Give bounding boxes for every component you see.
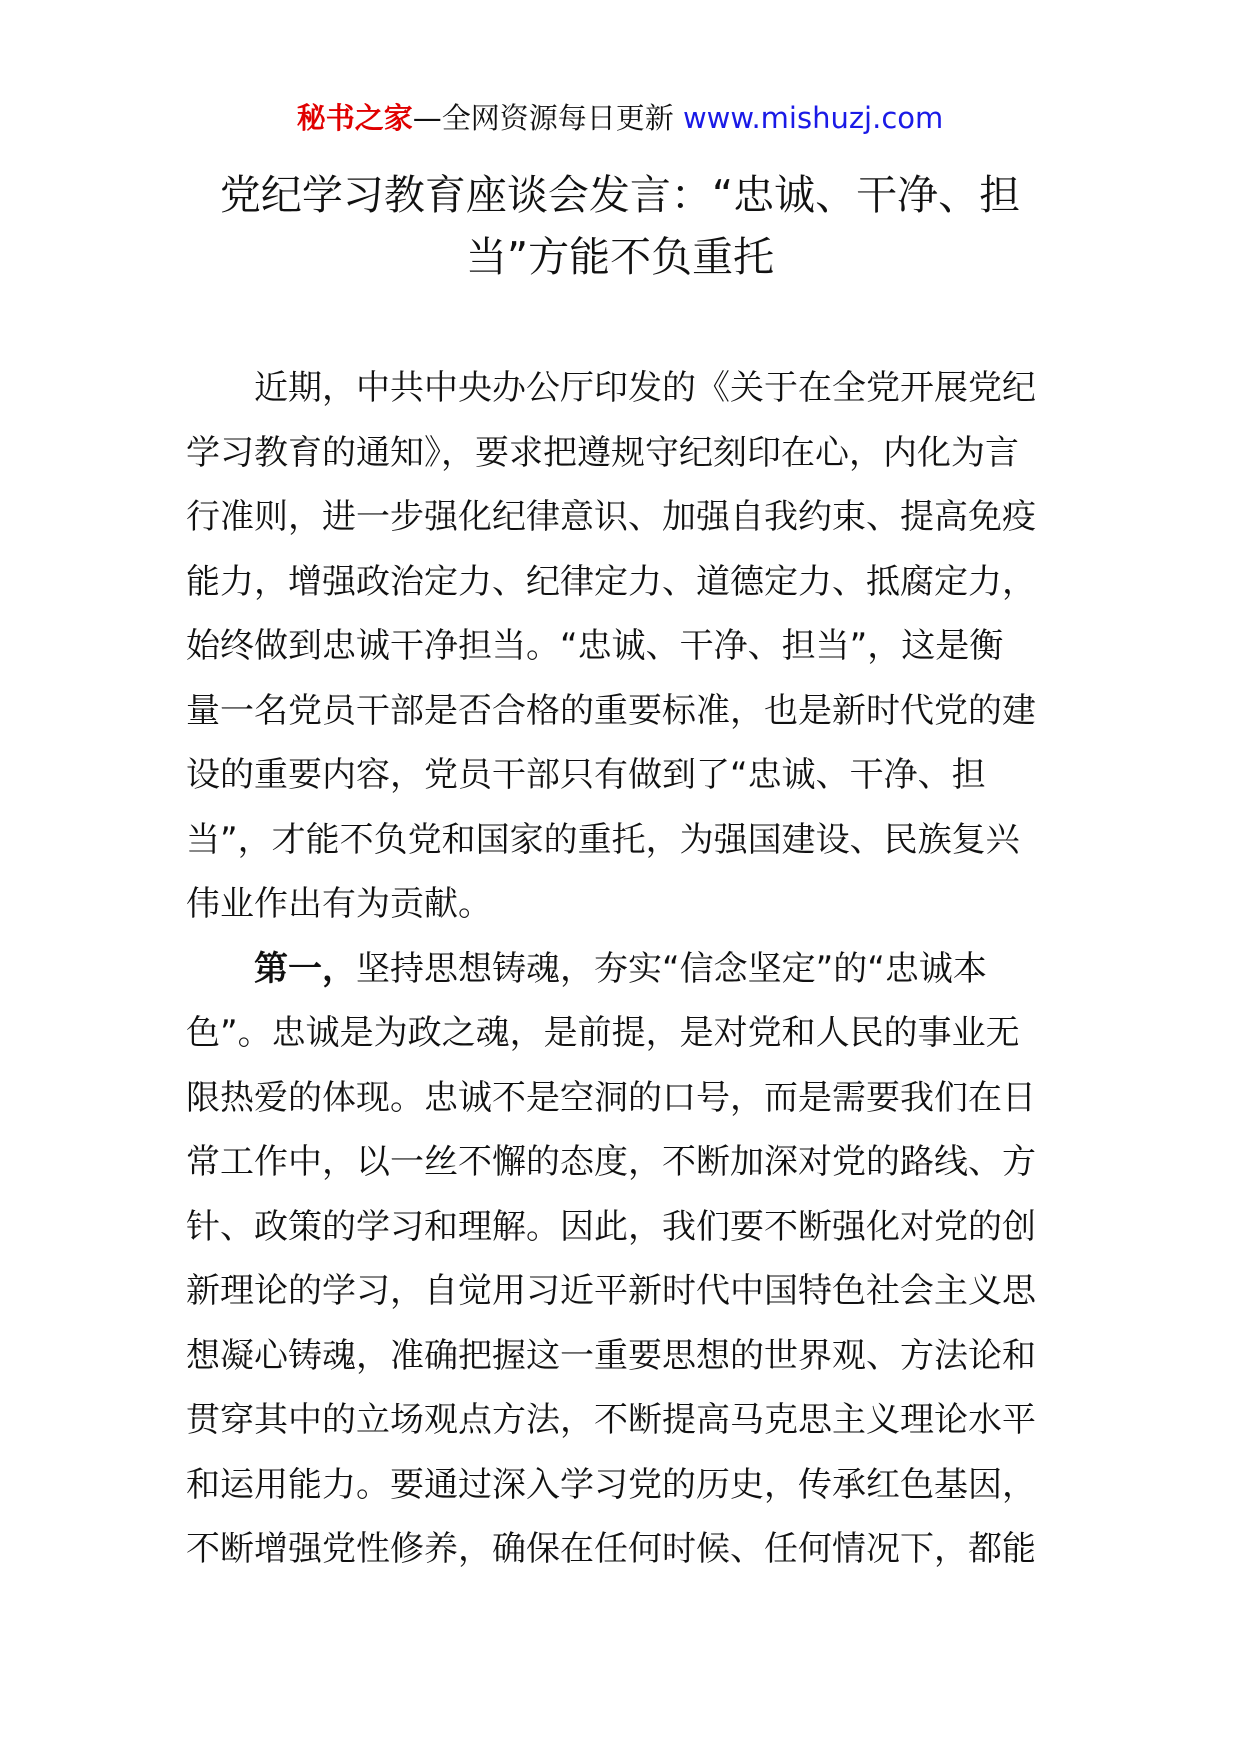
text-line: 和运用能力。要通过深入学习党的历史，传承红色基因，	[186, 1464, 1036, 1505]
text-line: 针、政策的学习和理解。因此，我们要不断强化对党的创	[186, 1206, 1036, 1247]
banner-tagline: —全网资源每日更新	[412, 101, 674, 135]
text-line: 常工作中，以一丝不懈的态度，不断加深对党的路线、方	[186, 1142, 1036, 1182]
text-line: 设的重要内容，党员干部只有做到了“忠诚、干净、担	[186, 755, 986, 795]
title-line-2: 当”方能不负重托	[465, 233, 775, 281]
text-line: 贯穿其中的立场观点方法，不断提高马克思主义理论水平	[186, 1400, 1036, 1440]
site-url-link[interactable]: www.mishuzj.com	[682, 101, 944, 135]
point-lead: 第一，	[254, 948, 356, 989]
paragraph-first-point	[186, 937, 1056, 1582]
site-banner	[0, 98, 1240, 138]
text-line: 想凝心铸魂，准确把握这一重要思想的世界观、方法论和	[186, 1335, 1036, 1376]
paragraph-intro	[186, 356, 1056, 937]
text-line: 色”。忠诚是为政之魂，是前提，是对党和人民的事业无	[186, 1013, 1020, 1053]
brand-name: 秘书之家	[296, 101, 413, 135]
text-line: 始终做到忠诚干净担当。“忠诚、干净、担当”，这是衡	[186, 626, 1004, 666]
text-line	[186, 937, 1056, 1002]
text-line: 不断增强党性修养，确保在任何时候、任何情况下，都能	[186, 1529, 1036, 1569]
text-line: 当”，才能不负党和国家的重托，为强国建设、民族复兴	[186, 819, 1020, 860]
text-line: 量一名党员干部是否合格的重要标准，也是新时代党的建	[186, 690, 1036, 731]
text-line: 限热爱的体现。忠诚不是空洞的口号，而是需要我们在日	[186, 1077, 1036, 1118]
text-line: 伟业作出有为贡献。	[186, 884, 492, 924]
document-body	[186, 356, 1056, 1582]
text-line: 新理论的学习，自觉用习近平新时代中国特色社会主义思	[186, 1271, 1036, 1311]
text-line: 能力，增强政治定力、纪律定力、道德定力、抵腐定力，	[186, 561, 1036, 602]
text-line: 学习教育的通知》，要求把遵规守纪刻印在心，内化为言	[186, 432, 1019, 473]
point-heading-rest: 坚持思想铸魂，夯实“信念坚定”的“忠诚本	[356, 948, 987, 989]
text-line: 近期，中共中央办公厅印发的《关于在全党开展党纪	[254, 368, 1036, 408]
title-line-1: 党纪学习教育座谈会发言：“忠诚、干净、担	[219, 171, 1021, 219]
text-line: 行准则，进一步强化纪律意识、加强自我约束、提高免疫	[186, 497, 1036, 537]
document-title	[150, 164, 1090, 288]
